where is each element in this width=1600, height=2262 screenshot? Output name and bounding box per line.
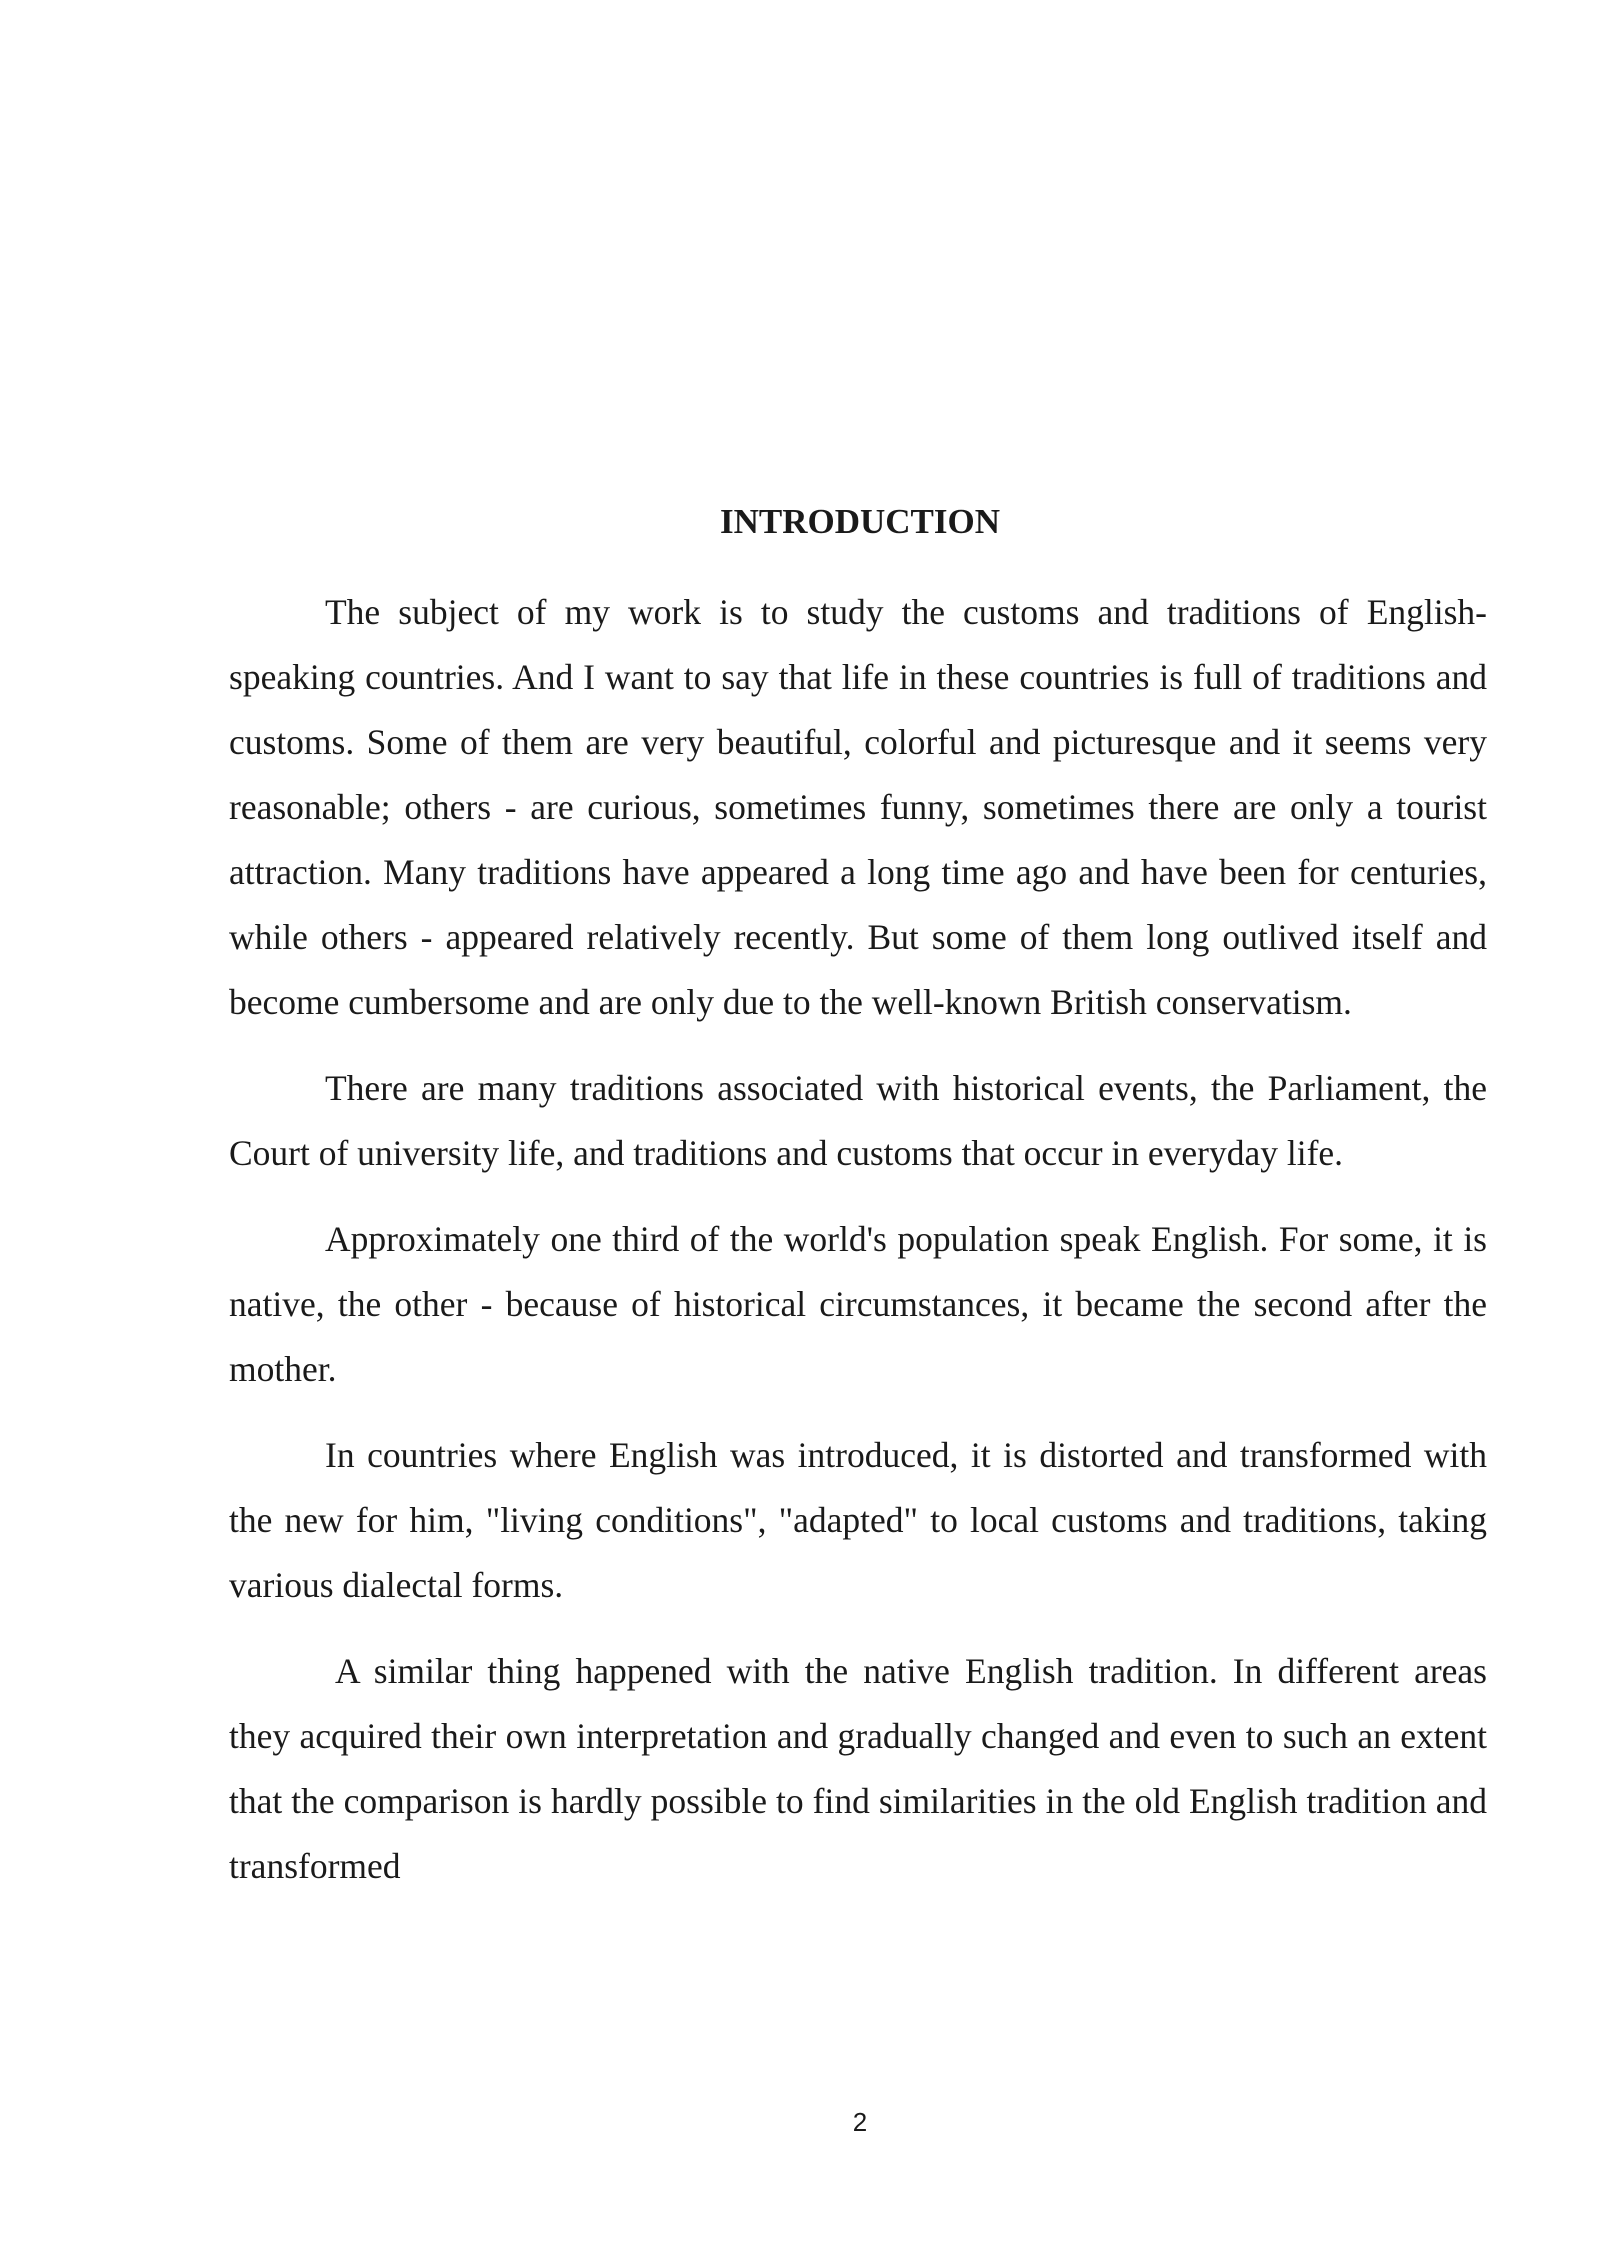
paragraph-2: There are many traditions associated with historical events, the Parliament, the Court of university life, and traditions and customs that occur in everyday life. — [229, 1068, 1487, 1173]
paragraph-4: In countries where English was introduced, it is distorted and transformed with the new for him, "living conditions", "adapted" to local customs and traditions, taking various dialectal forms. — [229, 1435, 1487, 1605]
paragraph-3: Approximately one third of the world's population speak English. For some, it is native, the other - because of historical circumstances, it became the second after the mother. — [229, 1219, 1487, 1389]
body-text — [229, 580, 1487, 1920]
paragraph-1: The subject of my work is to study the customs and traditions of English-speaking countries. And I want to say that life in these countries is full of traditions and customs. Some of them are very beautiful, colorful and picturesque and it seems very reasonable; others - are curious, sometimes funny, sometimes there are only a tourist attraction. Many traditions have appeared a long time ago and have been for centuries, while others - appeared relatively recently. But some of them long outlived itself and become cumbersome and are only due to the well-known British conservatism. — [229, 592, 1487, 1022]
paragraph-5: A similar thing happened with the native English tradition. In different areas they acquired their own interpretation and gradually changed and even to such an extent that the comparison is hardly possible to find similarities in the old English tradition and transformed — [229, 1651, 1487, 1886]
page-number: 2 — [852, 2107, 868, 2137]
section-heading: INTRODUCTION — [719, 502, 1001, 541]
